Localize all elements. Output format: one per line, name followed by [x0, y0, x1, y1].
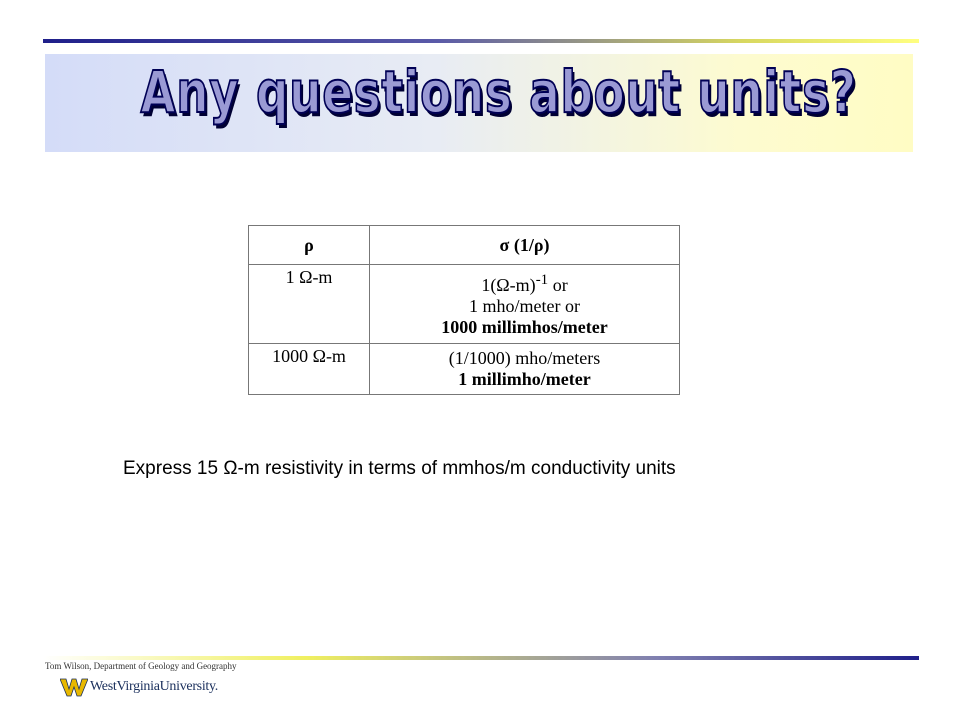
- row1-resistivity: 1 Ω-m: [249, 265, 370, 344]
- wv-flying-logo-icon: [60, 677, 88, 697]
- row2-line2: 1 millimho/meter: [458, 369, 591, 390]
- logo-text: WestVirginiaUniversity.: [90, 679, 219, 694]
- table-row: [249, 344, 680, 395]
- row1-line2: 1 mho/meter or: [469, 296, 580, 317]
- header-conductivity: σ (1/ρ): [370, 226, 680, 265]
- units-table: [248, 225, 680, 395]
- row1-line1-tail: or: [548, 275, 568, 296]
- top-divider: [43, 39, 919, 43]
- title-banner: [45, 54, 913, 152]
- table-row: [249, 265, 680, 344]
- bottom-divider: [43, 656, 919, 660]
- row1-conductivity: [370, 265, 680, 344]
- row2-resistivity: 1000 Ω-m: [249, 344, 370, 395]
- header-resistivity: ρ: [249, 226, 370, 265]
- question-text: Express 15 Ω-m resistivity in terms of mmhos/m conductivity units: [123, 458, 676, 479]
- footer-credit: Tom Wilson, Department of Geology and Geography: [45, 661, 237, 671]
- row1-line3: 1000 millimhos/meter: [441, 317, 608, 338]
- row2-conductivity: [370, 344, 680, 395]
- row1-line1-exponent: -1: [535, 272, 549, 289]
- row2-line1: (1/1000) mho/meters: [448, 348, 601, 369]
- wvu-logo: [60, 677, 218, 697]
- table-header-row: [249, 226, 680, 265]
- row1-line1: [374, 270, 675, 296]
- slide-title: Any questions about units?: [140, 58, 857, 126]
- row1-line1-base: 1(Ω-m): [481, 275, 536, 296]
